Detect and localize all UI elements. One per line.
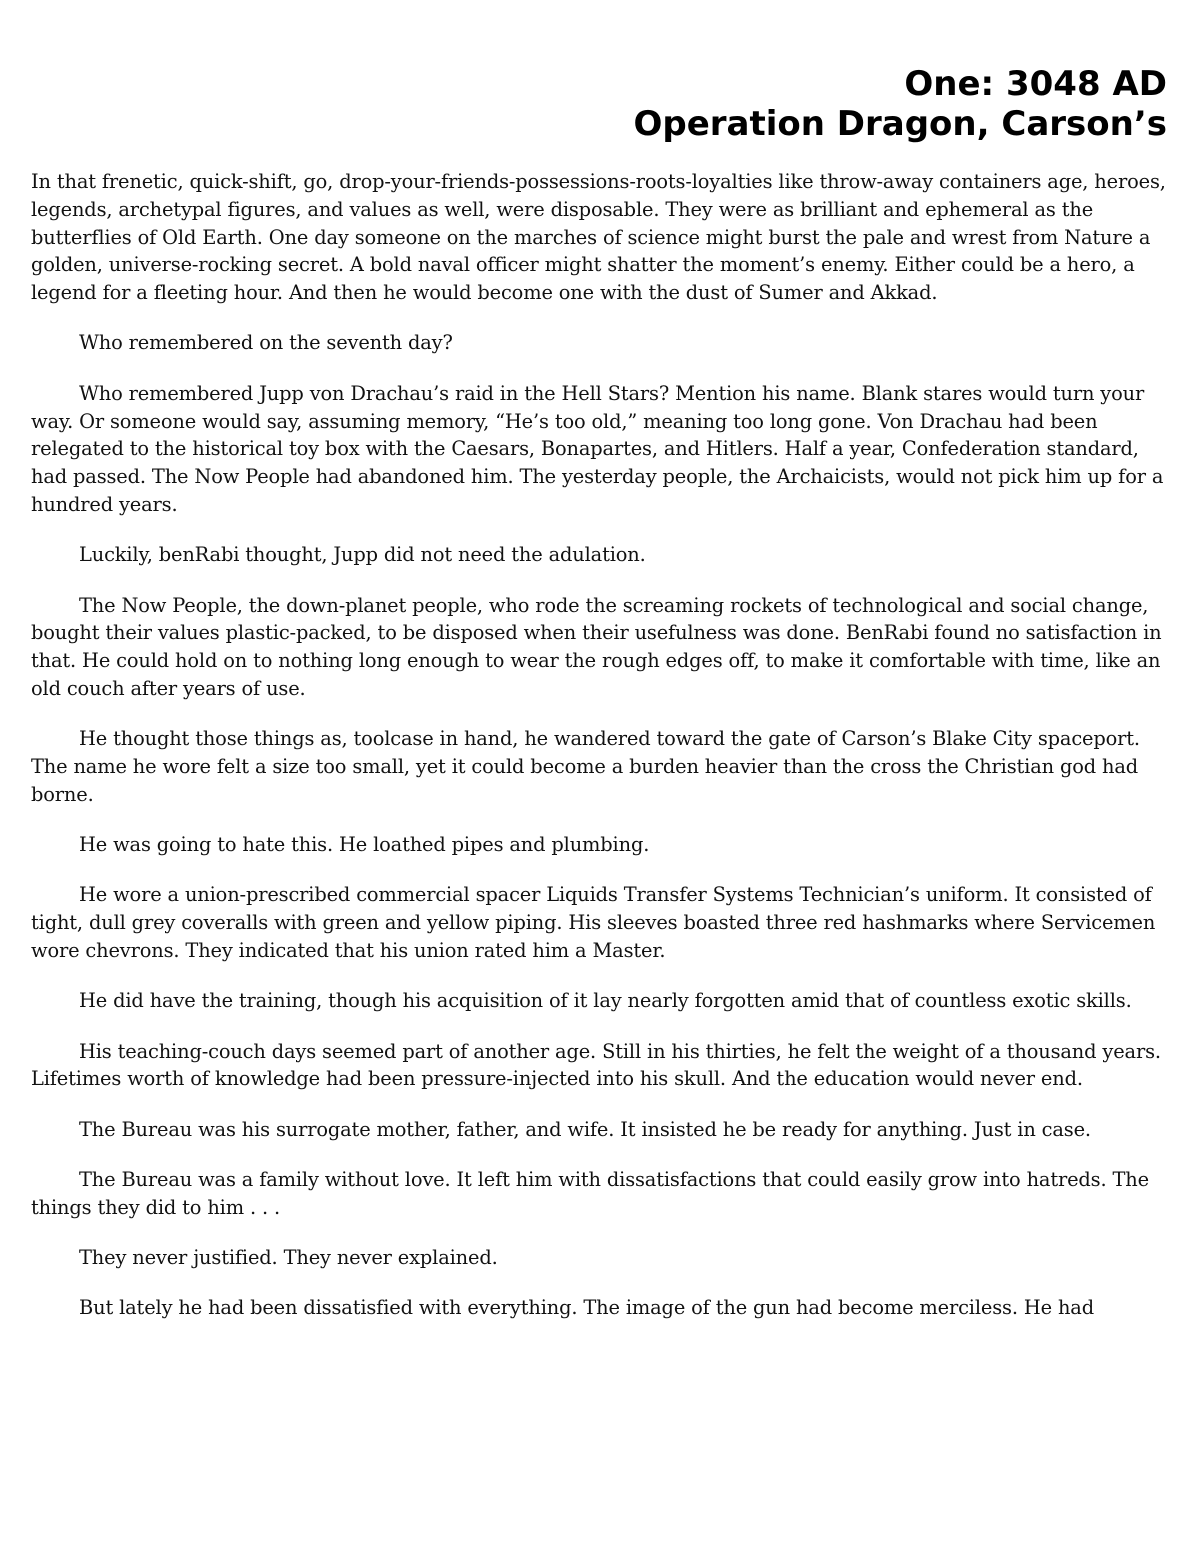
chapter-body bbox=[31, 168, 1167, 1322]
paragraph: Luckily, benRabi thought, Jupp did not need the adulation. bbox=[79, 543, 646, 567]
paragraph: They never justified. They never explained. bbox=[79, 1246, 498, 1270]
paragraph: He thought those things as, toolcase in hand, he wandered toward the gate of Carson’s Blake City spaceport. The name he wore felt a size too small, yet it could become a burden heavier than the cross the Christian god had borne. bbox=[31, 727, 1140, 806]
paragraph: He was going to hate this. He loathed pipes and plumbing. bbox=[79, 833, 650, 857]
paragraph: He did have the training, though his acquisition of it lay nearly forgotten amid that of countless exotic skills. bbox=[79, 989, 1132, 1013]
chapter-title bbox=[31, 64, 1167, 144]
paragraph: Who remembered on the seventh day? bbox=[79, 331, 453, 355]
paragraph: Who remembered Jupp von Drachau’s raid in the Hell Stars? Mention his name. Blank stares would turn your way. Or someone would say, assuming memory, “He’s too old,” meaning too long gone. Von Drachau had been relegated to the historical toy box with the Caesars, Bonapartes, and Hitlers. Half a year, Confederation standard, had passed. The Now People had abandoned him. The yesterday people, the Archaicists, would not pick him up for a hundred years. bbox=[31, 381, 1164, 516]
chapter-title-line-2: Operation Dragon, Carson’s bbox=[633, 104, 1167, 144]
paragraph: The Bureau was his surrogate mother, father, and wife. It insisted he be ready for anything. Just in case. bbox=[79, 1117, 1091, 1141]
paragraph: The Now People, the down-planet people, who rode the screaming rockets of technological and social change, bought their values plastic-packed, to be disposed when their usefulness was done. BenRabi found no satisfaction in that. He could hold on to nothing long enough to wear the rough edges off, to make it comfortable with time, like an old couch after years of use. bbox=[31, 593, 1162, 700]
chapter-title-line-1: One: 3048 AD bbox=[904, 64, 1167, 104]
paragraph: The Bureau was a family without love. It left him with dissatisfactions that could easily grow into hatreds. The things they did to him . . . bbox=[31, 1168, 1149, 1219]
paragraph: He wore a union-prescribed commercial spacer Liquids Transfer Systems Technician’s uniform. It consisted of tight, dull grey coveralls with green and yellow piping. His sleeves boasted three red hashmarks where Servicemen wore chevrons. They indicated that his union rated him a Master. bbox=[31, 883, 1156, 963]
paragraph: In that frenetic, quick-shift, go, drop-your-friends-possessions-roots-loyalties like throw-away containers age, heroes, legends, archetypal figures, and values as well, were disposable. They were as brilliant and ephemeral as the butterflies of Old Earth. One day someone on the marches of science might burst the pale and wrest from Nature a golden, universe-rocking secret. A bold naval officer might shatter the moment’s enemy. Either could be a hero, a legend for a fleeting hour. And then he would become one with the dust of Sumer and Akkad. bbox=[31, 170, 1166, 305]
paragraph: But lately he had been dissatisfied with everything. The image of the gun had become merciless. He had bbox=[79, 1296, 1094, 1320]
document-page bbox=[31, 0, 1167, 1345]
paragraph: His teaching-couch days seemed part of another age. Still in his thirties, he felt the weight of a thousand years. Lifetimes worth of knowledge had been pressure-injected into his skull. And the education would never end. bbox=[31, 1039, 1161, 1091]
